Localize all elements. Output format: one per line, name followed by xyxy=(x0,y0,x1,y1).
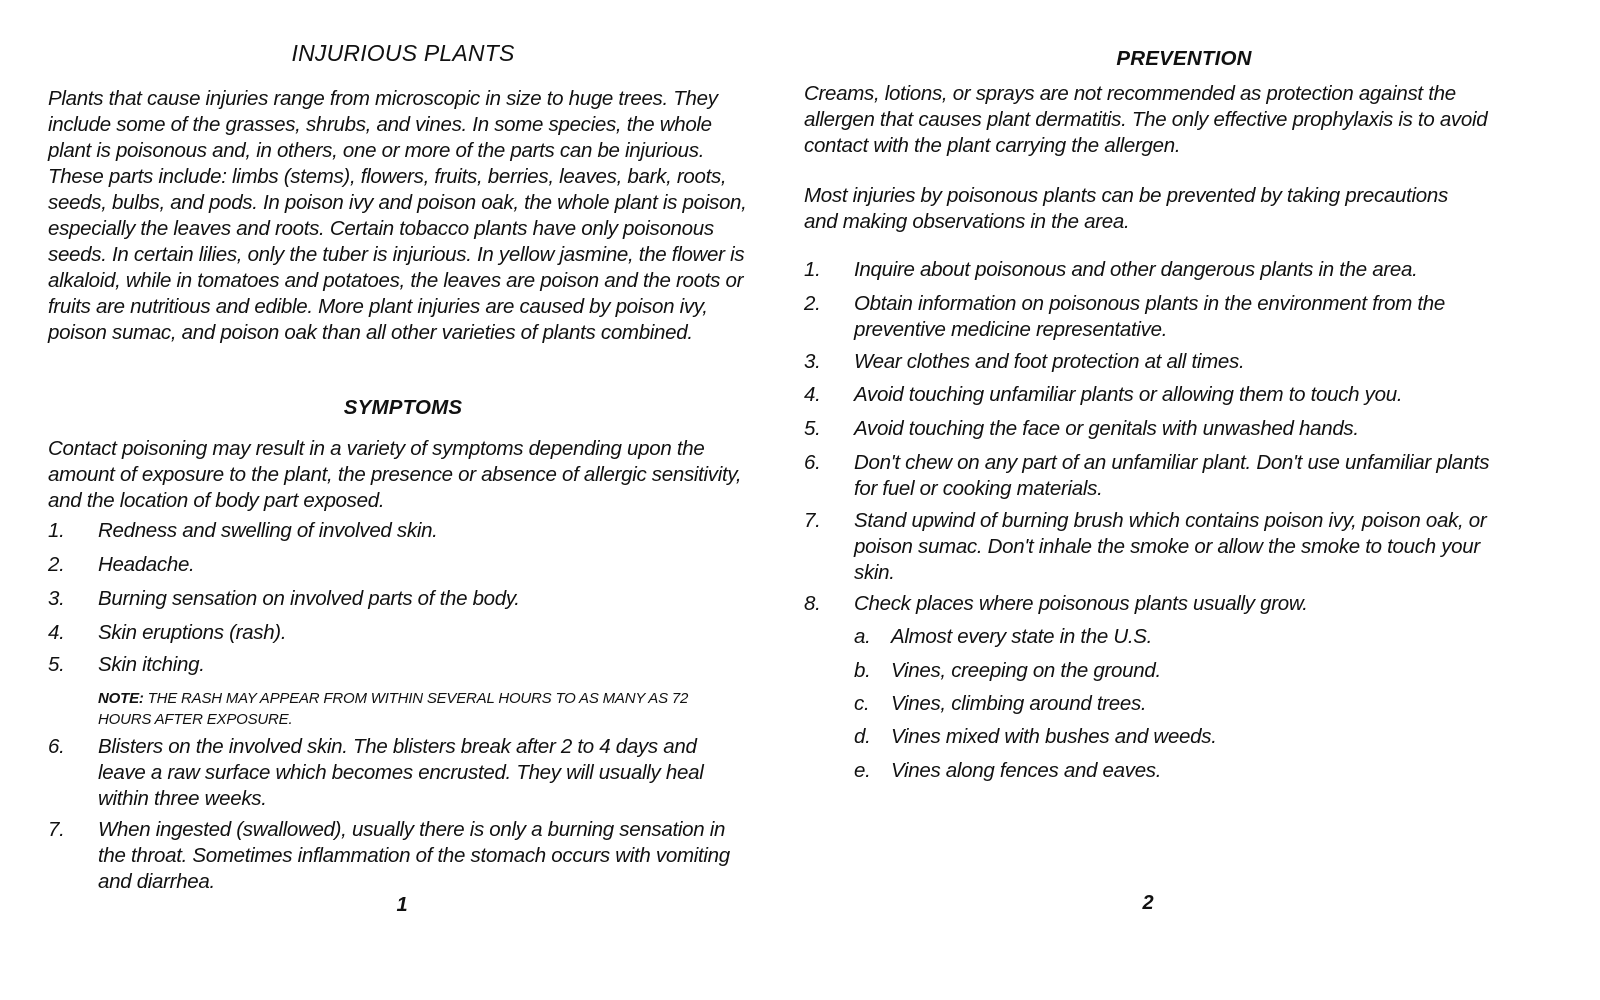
prevention-intro-1: Creams, lotions, or sprays are not recommended as protection against the allergen that causes plant dermatitis. The only effective prophylaxis is to avoid contact with the plant carrying the allergen. xyxy=(804,82,1488,157)
list-item xyxy=(804,591,1504,617)
list-letter: e. xyxy=(854,759,871,782)
list-item xyxy=(804,291,1504,343)
list-number: 8. xyxy=(804,592,821,615)
list-text: Burning sensation on involved parts of the body. xyxy=(98,587,520,610)
list-text: Vines, climbing around trees. xyxy=(891,692,1147,715)
sub-list-item xyxy=(854,624,1474,650)
list-number: 2. xyxy=(48,553,65,576)
list-text: Vines, creeping on the ground. xyxy=(891,659,1161,682)
list-text: Vines along fences and eaves. xyxy=(891,759,1162,782)
note-text: THE RASH MAY APPEAR FROM WITHIN SEVERAL HOURS TO AS MANY AS 72 HOURS AFTER EXPOSURE. xyxy=(98,690,689,728)
list-letter: d. xyxy=(854,725,871,748)
page-title-prevention: PREVENTION xyxy=(1116,47,1252,70)
list-text: Headache. xyxy=(98,553,195,576)
list-item xyxy=(804,416,1504,442)
list-item xyxy=(804,257,1504,283)
list-text: Wear clothes and foot protection at all times. xyxy=(854,350,1245,373)
sub-list-item xyxy=(854,724,1474,750)
list-number: 7. xyxy=(804,509,821,532)
list-text: Vines mixed with bushes and weeds. xyxy=(891,725,1217,748)
list-number: 7. xyxy=(48,818,65,841)
list-number: 2. xyxy=(804,292,821,315)
sub-list-item xyxy=(854,758,1474,784)
list-text: Check places where poisonous plants usually grow. xyxy=(854,592,1308,615)
list-number: 1. xyxy=(804,258,821,281)
page-number: 2 xyxy=(1142,892,1154,914)
list-item xyxy=(804,508,1504,586)
list-number: 1. xyxy=(48,519,65,542)
list-item xyxy=(804,450,1504,502)
list-item xyxy=(804,382,1504,408)
list-item xyxy=(48,518,748,544)
list-letter: a. xyxy=(854,625,871,648)
list-item xyxy=(48,652,748,678)
page-number: 1 xyxy=(396,894,408,916)
list-number: 3. xyxy=(804,350,821,373)
page-title-injurious-plants: INJURIOUS PLANTS xyxy=(291,40,515,66)
list-number: 6. xyxy=(804,451,821,474)
list-text: When ingested (swallowed), usually there is only a burning sensation in the throat. Sometimes inflammation of the stomach occurs with vomiting and diarrhea. xyxy=(98,818,730,893)
list-text: Obtain information on poisonous plants in the environment from the preventive medicine representative. xyxy=(854,292,1445,341)
list-number: 4. xyxy=(804,383,821,406)
list-letter: b. xyxy=(854,659,871,682)
list-text: Stand upwind of burning brush which contains poison ivy, poison oak, or poison sumac. Don't inhale the smoke or allow the smoke to touch your skin. xyxy=(854,509,1487,584)
list-item xyxy=(48,620,748,646)
intro-paragraph: Plants that cause injuries range from microscopic in size to huge trees. They include some of the grasses, shrubs, and vines. In some species, the whole plant is poisonous and, in others, one or more of the parts can be injurious. These parts include: limbs (stems), flowers, fruits, berries, leaves, bark, roots, seeds, bulbs, and pods. In poison ivy and poison oak, the whole plant is poison, especially the leaves and roots. Certain tobacco plants have only poisonous seeds. In certain lilies, only the tuber is injurious. In yellow jasmine, the flower is alkaloid, while in tomatoes and potatoes, the leaves are poison and the roots or fruits are nutritious and edible. More plant injuries are caused by poison ivy, poison sumac, and poison oak than all other varieties of plants combined. xyxy=(48,87,747,344)
list-number: 6. xyxy=(48,735,65,758)
list-item xyxy=(48,586,748,612)
list-text: Avoid touching the face or genitals with unwashed hands. xyxy=(854,417,1359,440)
list-number: 5. xyxy=(48,653,65,676)
prevention-intro-2: Most injuries by poisonous plants can be prevented by taking precautions and making observations in the area. xyxy=(804,184,1448,233)
list-text: Inquire about poisonous and other dangerous plants in the area. xyxy=(854,258,1418,281)
sub-list-item xyxy=(854,658,1474,684)
list-number: 4. xyxy=(48,621,65,644)
symptoms-intro: Contact poisoning may result in a variety of symptoms depending upon the amount of exposure to the plant, the presence or absence of allergic sensitivity, and the location of body part exposed. xyxy=(48,437,742,512)
list-text: Redness and swelling of involved skin. xyxy=(98,519,438,542)
list-number: 5. xyxy=(804,417,821,440)
list-text: Skin eruptions (rash). xyxy=(98,621,287,644)
note-label: NOTE: xyxy=(98,690,144,707)
list-text: Skin itching. xyxy=(98,653,205,676)
list-letter: c. xyxy=(854,692,870,715)
sub-list-item xyxy=(854,691,1474,717)
symptoms-heading: SYMPTOMS xyxy=(343,396,463,419)
list-text: Blisters on the involved skin. The blisters break after 2 to 4 days and leave a raw surface which becomes encrusted. They will usually heal within three weeks. xyxy=(98,735,704,810)
list-item xyxy=(48,817,748,895)
list-text: Almost every state in the U.S. xyxy=(891,625,1153,648)
rash-note xyxy=(98,688,738,730)
list-item xyxy=(804,349,1504,375)
list-item xyxy=(48,734,748,812)
list-number: 3. xyxy=(48,587,65,610)
list-item xyxy=(48,552,748,578)
list-text: Avoid touching unfamiliar plants or allowing them to touch you. xyxy=(854,383,1403,406)
list-text: Don't chew on any part of an unfamiliar plant. Don't use unfamiliar plants for fuel or cooking materials. xyxy=(854,451,1490,500)
right-page xyxy=(800,0,1600,1000)
